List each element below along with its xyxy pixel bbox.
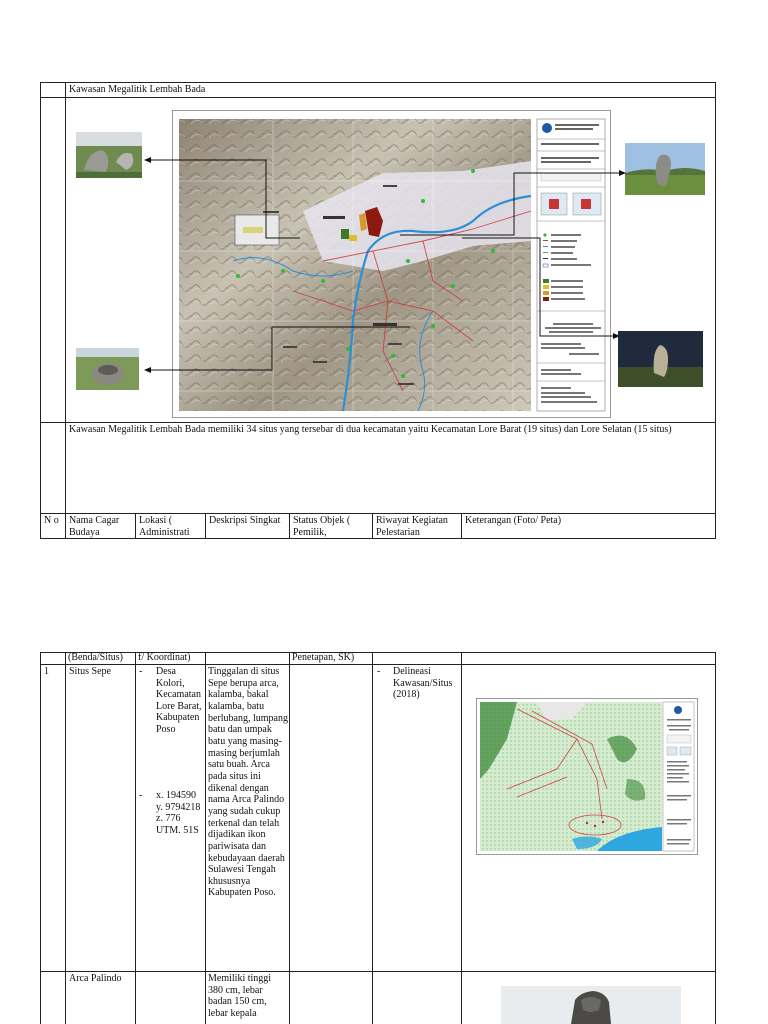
header-nama-cont: (Benda/Situs) (68, 652, 123, 663)
region-title: Kawasan Megalitik Lembah Bada (69, 84, 206, 95)
header-lokasi: Lokasi ( Administrati (139, 515, 190, 538)
header-no: N o (44, 515, 59, 526)
table-border (65, 652, 66, 1024)
table-border (372, 652, 373, 1024)
header-nama: Nama Cagar Budaya (69, 515, 120, 538)
arca-palindo-photo (501, 986, 681, 1024)
table-border (135, 652, 136, 1024)
arrow-right-icon (613, 170, 626, 339)
location-admin: Desa Kolori, Kecamatan Lore Barat, Kabupaten Poso (156, 666, 202, 735)
header-riwayat: Riwayat Kegiatan Pelestarian (376, 515, 448, 538)
header-lokasi-cont: f/ Koordinat) (138, 652, 191, 663)
table-border-left (40, 652, 41, 1024)
header-deskripsi: Deskripsi Singkat (209, 515, 281, 526)
table-border-right (715, 652, 716, 1024)
table-border (289, 652, 290, 1024)
site-delineation-map (476, 698, 698, 855)
artifact-description: Memiliki tinggi 380 cm, lebar badan 150 cm, lebar kepala (208, 973, 272, 1019)
table-border (40, 664, 716, 665)
site-description: Tinggalan di situs Sepe berupa arca, kalamba, bakal kalamba, batu berlubang, lumpang batu dan umpak batu yang masing-masing berjumlah satu buah. Arca pada situs ini dikenal dengan nama Arca Palindo yang sudah cukup terkenal dan telah dijadikan ikon pariwisata dan kebudayaan daerah Sulawesi Tengah khususnya Kabupaten Poso. (208, 666, 288, 899)
row-number: 1 (44, 666, 49, 677)
activity-item: Delineasi Kawasan/Situs (2018) (393, 666, 453, 700)
arrow-left-icon (144, 157, 151, 373)
table-border (205, 652, 206, 1024)
bullet-marker: - (139, 666, 143, 677)
header-status: Status Objek ( Pemilik, (293, 515, 351, 538)
table-border (461, 652, 462, 1024)
header-keterangan: Keterangan (Foto/ Peta) (465, 515, 562, 526)
site-name: Situs Sepe (69, 666, 111, 677)
region-description: Kawasan Megalitik Lembah Bada memiliki 34 situs yang tersebar di dua kecamatan yaitu Kecamatan Lore Barat (19 situs) dan Lore Selatan (15 situs) (69, 424, 672, 435)
header-status-cont: Penetapan, SK) (292, 652, 355, 663)
bullet-marker: - (139, 790, 143, 801)
site-map-graphic (477, 699, 697, 854)
table-border (40, 971, 716, 972)
artifact-name: Arca Palindo (69, 973, 122, 984)
bullet-marker: - (377, 666, 381, 677)
location-coordinates: x. 194590 y. 9794218 z. 776 UTM. 51S (156, 790, 201, 836)
